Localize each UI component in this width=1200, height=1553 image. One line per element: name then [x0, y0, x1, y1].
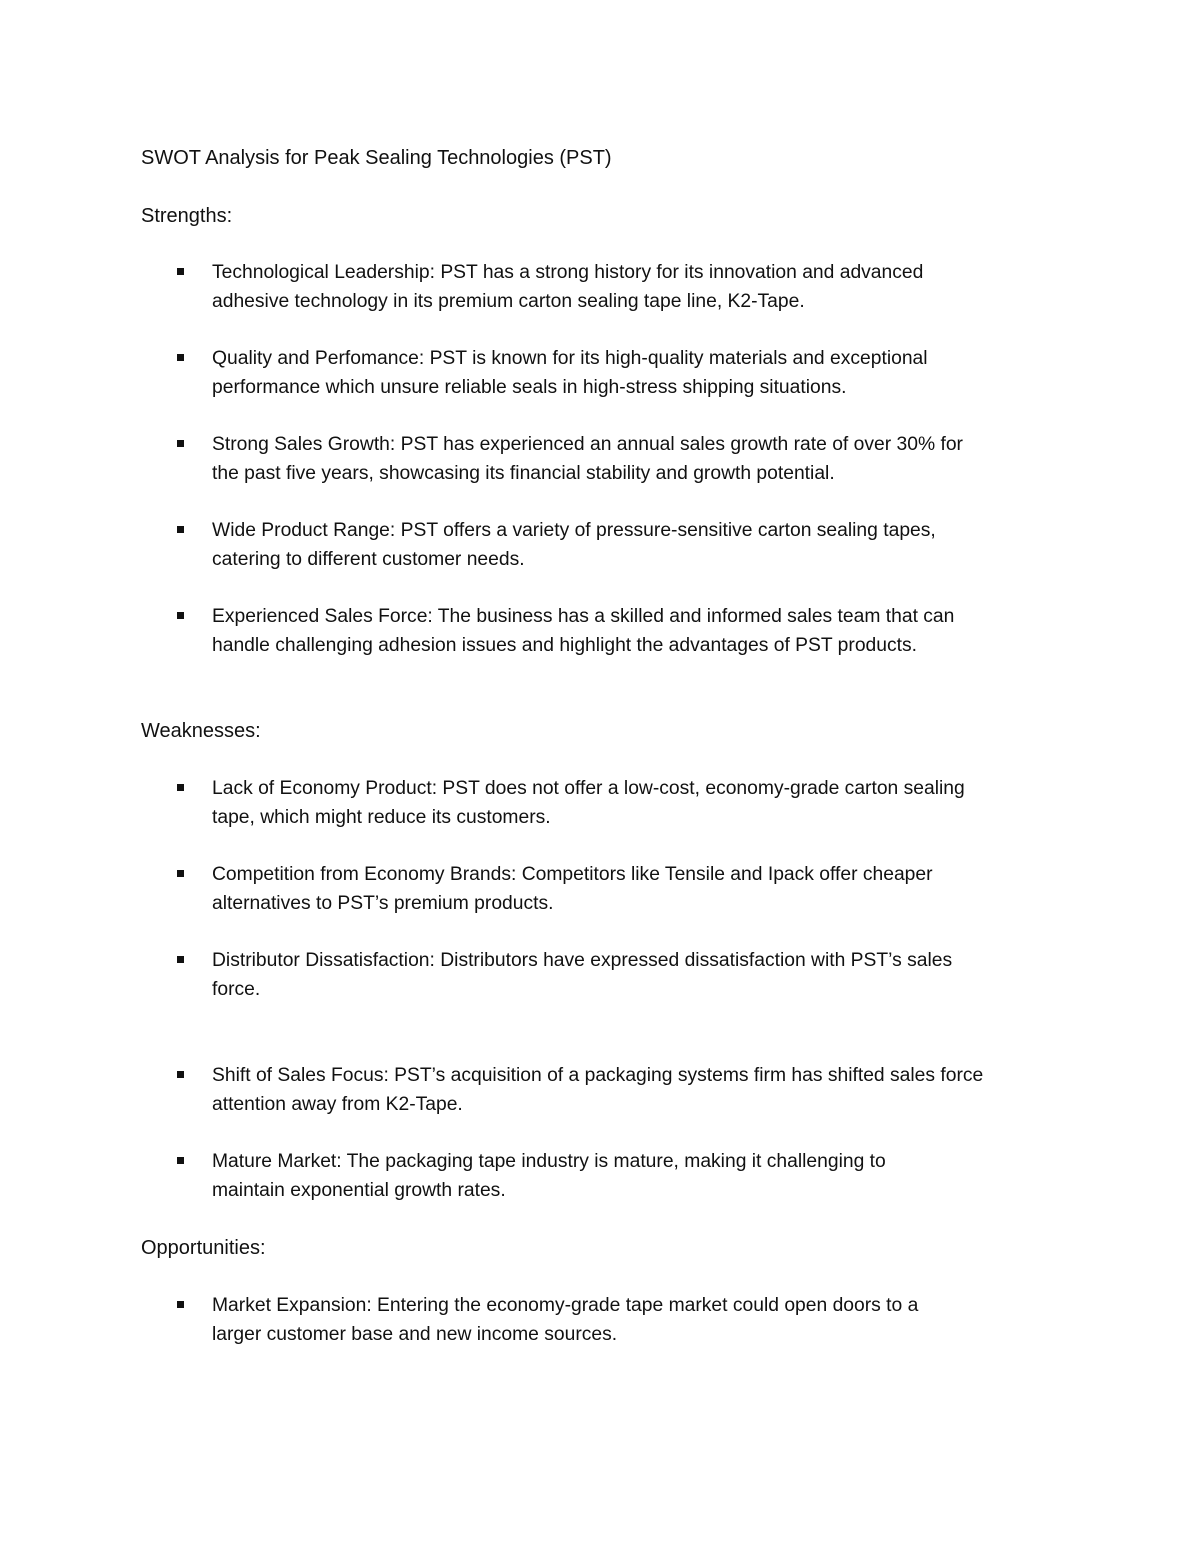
- weakness-item-line: maintain exponential growth rates.: [212, 1180, 506, 1201]
- strength-item-text: [212, 258, 1072, 316]
- square-bullet-icon: [177, 268, 184, 275]
- square-bullet-icon: [177, 1157, 184, 1164]
- strength-item-text: [212, 602, 1072, 660]
- weakness-item-text: [212, 774, 1072, 832]
- strength-item-line: Experienced Sales Force: The business has a skilled and informed sales team that can: [212, 606, 955, 627]
- opportunity-item-text: [212, 1291, 1072, 1349]
- weakness-item-line: alternatives to PST’s premium products.: [212, 893, 554, 914]
- strength-item-line: Strong Sales Growth: PST has experienced an annual sales growth rate of over 30% for: [212, 434, 963, 455]
- weakness-item-text: [212, 1061, 1072, 1119]
- square-bullet-icon: [177, 956, 184, 963]
- strength-item-text: [212, 516, 1072, 574]
- opportunity-item-line: Market Expansion: Entering the economy-grade tape market could open doors to a: [212, 1295, 919, 1316]
- strength-item-text: [212, 430, 1072, 488]
- weakness-item-text: [212, 860, 1072, 918]
- weakness-item-line: tape, which might reduce its customers.: [212, 807, 551, 828]
- weakness-item-line: Shift of Sales Focus: PST’s acquisition of a packaging systems firm has shifted sales force: [212, 1065, 984, 1086]
- square-bullet-icon: [177, 526, 184, 533]
- opportunities-heading: Opportunities:: [141, 1237, 266, 1259]
- weakness-item-line: Mature Market: The packaging tape industry is mature, making it challenging to: [212, 1151, 886, 1172]
- strength-item-line: the past five years, showcasing its financial stability and growth potential.: [212, 463, 835, 484]
- weakness-item-line: Distributor Dissatisfaction: Distributors have expressed dissatisfaction with PST’s sales: [212, 950, 953, 971]
- weakness-item-line: Lack of Economy Product: PST does not offer a low-cost, economy-grade carton sealing: [212, 778, 965, 799]
- strength-item-line: catering to different customer needs.: [212, 549, 525, 570]
- square-bullet-icon: [177, 612, 184, 619]
- square-bullet-icon: [177, 440, 184, 447]
- square-bullet-icon: [177, 1071, 184, 1078]
- opportunity-item-line: larger customer base and new income sources.: [212, 1324, 618, 1345]
- weakness-item-text: [212, 1147, 1072, 1205]
- square-bullet-icon: [177, 1301, 184, 1308]
- strength-item-line: Quality and Perfomance: PST is known for its high-quality materials and exceptional: [212, 348, 928, 369]
- strengths-heading: Strengths:: [141, 205, 233, 227]
- square-bullet-icon: [177, 354, 184, 361]
- strength-item-line: Technological Leadership: PST has a strong history for its innovation and advanced: [212, 262, 924, 283]
- weakness-item-line: attention away from K2-Tape.: [212, 1094, 463, 1115]
- strength-item-line: Wide Product Range: PST offers a variety of pressure-sensitive carton sealing tapes,: [212, 520, 936, 541]
- document-title: SWOT Analysis for Peak Sealing Technologies (PST): [141, 147, 612, 169]
- weakness-item-line: force.: [212, 979, 261, 1000]
- strength-item-text: [212, 344, 1072, 402]
- square-bullet-icon: [177, 870, 184, 877]
- strength-item-line: performance which unsure reliable seals in high-stress shipping situations.: [212, 377, 847, 398]
- weakness-item-text: [212, 946, 1072, 1004]
- square-bullet-icon: [177, 784, 184, 791]
- strength-item-line: handle challenging adhesion issues and highlight the advantages of PST products.: [212, 635, 917, 656]
- strength-item-line: adhesive technology in its premium carton sealing tape line, K2-Tape.: [212, 291, 805, 312]
- weakness-item-line: Competition from Economy Brands: Competitors like Tensile and Ipack offer cheaper: [212, 864, 933, 885]
- weaknesses-heading: Weaknesses:: [141, 720, 261, 742]
